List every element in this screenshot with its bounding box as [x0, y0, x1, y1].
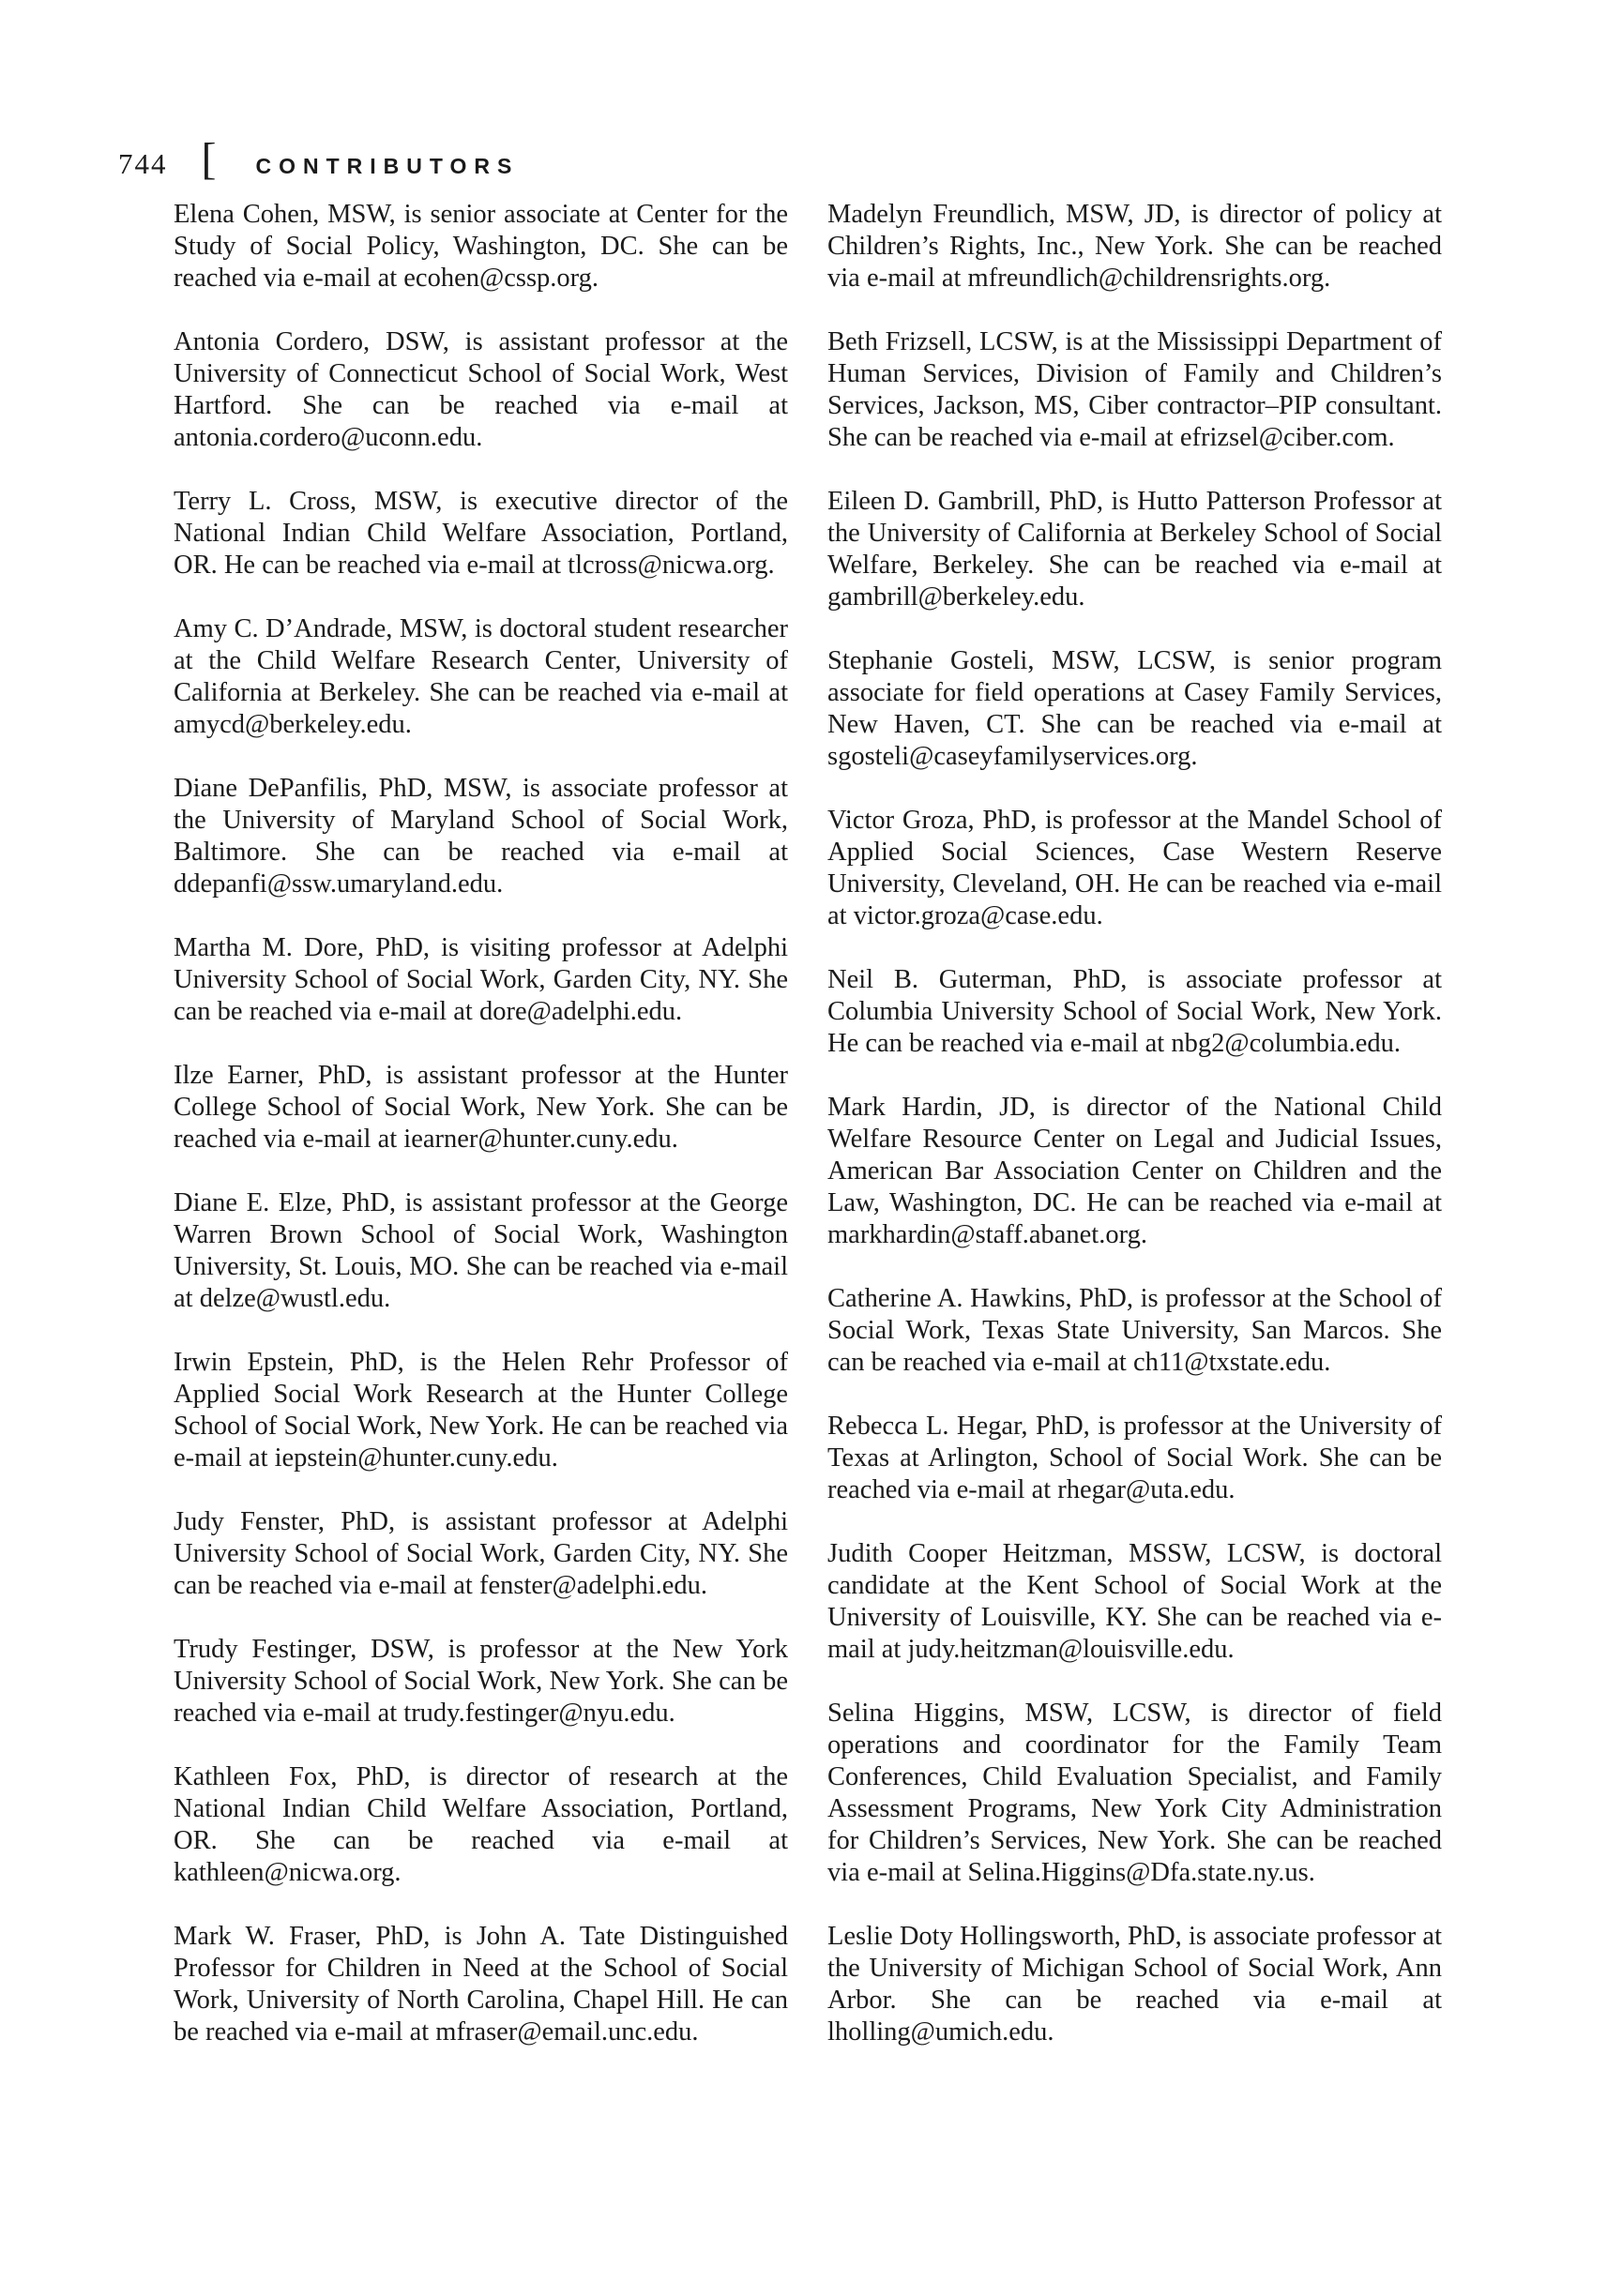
- contributor-bio: Elena Cohen, MSW, is senior associate at Center for the Study of Social Policy, Washington, DC. She can be reached via e-mail at ecohen@cssp.org.: [174, 200, 788, 293]
- contributor-bio: Madelyn Freundlich, MSW, JD, is director of policy at Children’s Rights, Inc., New York. She can be reached via e-mail at mfreundlich@childrensrights.org.: [827, 200, 1442, 293]
- contributor-bio: Diane DePanfilis, PhD, MSW, is associate professor at the University of Maryland School of Social Work, Baltimore. She can be reached via e-mail at ddepanfi@ssw.umaryland.edu.: [174, 774, 788, 899]
- contributor-bio: Beth Frizsell, LCSW, is at the Mississippi Department of Human Services, Division of Family and Children’s Services, Jackson, MS, Ciber contractor–PIP consultant. She can be reached via e-mail at efrizsel@ciber.com.: [827, 327, 1442, 452]
- contributor-bio: Judy Fenster, PhD, is assistant professor at Adelphi University School of Social Work, Garden City, NY. She can be reached via e-mail at fenster@adelphi.edu.: [174, 1507, 788, 1600]
- contributors-columns: [174, 199, 1442, 2080]
- contributor-bio: Leslie Doty Hollingsworth, PhD, is associate professor at the University of Michigan School of Social Work, Ann Arbor. She can be reached via e-mail at lholling@umich.edu.: [827, 1922, 1442, 2047]
- contributor-bio: Mark Hardin, JD, is director of the National Child Welfare Resource Center on Legal and Judicial Issues, American Bar Association Center on Children and the Law, Washington, DC. He can be reached via e-mail at markhardin@staff.abanet.org.: [827, 1093, 1442, 1249]
- contributor-bio: Victor Groza, PhD, is professor at the Mandel School of Applied Social Sciences, Case Western Reserve University, Cleveland, OH. He can be reached via e-mail at victor.groza@case.edu.: [827, 806, 1442, 930]
- page-number: 744: [118, 147, 168, 180]
- contributor-bio: Martha M. Dore, PhD, is visiting professor at Adelphi University School of Social Work, Garden City, NY. She can be reached via e-mail at dore@adelphi.edu.: [174, 933, 788, 1026]
- contributor-bio: Neil B. Guterman, PhD, is associate professor at Columbia University School of Social Work, New York. He can be reached via e-mail at nbg2@columbia.edu.: [827, 965, 1442, 1058]
- contributor-bio: Stephanie Gosteli, MSW, LCSW, is senior program associate for field operations at Casey Family Services, New Haven, CT. She can be reached via e-mail at sgosteli@caseyfamilyservices.org.: [827, 646, 1442, 771]
- contributor-bio: Irwin Epstein, PhD, is the Helen Rehr Professor of Applied Social Work Research at the Hunter College School of Social Work, New York. He can be reached via e-mail at iepstein@hunter.cuny.edu.: [174, 1348, 788, 1473]
- page-header: [118, 134, 520, 184]
- right-column: [827, 199, 1442, 2080]
- contributor-bio: Kathleen Fox, PhD, is director of research at the National Indian Child Welfare Association, Portland, OR. She can be reached via e-mail at kathleen@nicwa.org.: [174, 1762, 788, 1887]
- section-title: CONTRIBUTORS: [255, 154, 520, 178]
- contributor-bio: Ilze Earner, PhD, is assistant professor at the Hunter College School of Social Work, New York. She can be reached via e-mail at iearner@hunter.cuny.edu.: [174, 1061, 788, 1154]
- contributor-bio: Catherine A. Hawkins, PhD, is professor at the School of Social Work, Texas State University, San Marcos. She can be reached via e-mail at ch11@txstate.edu.: [827, 1284, 1442, 1377]
- bracket-icon: [: [201, 134, 217, 184]
- contributor-bio: Terry L. Cross, MSW, is executive director of the National Indian Child Welfare Association, Portland, OR. He can be reached via e-mail at tlcross@nicwa.org.: [174, 487, 788, 580]
- contributor-bio: Rebecca L. Hegar, PhD, is professor at the University of Texas at Arlington, School of Social Work. She can be reached via e-mail at rhegar@uta.edu.: [827, 1412, 1442, 1504]
- contributor-bio: Judith Cooper Heitzman, MSSW, LCSW, is doctoral candidate at the Kent School of Social Work at the University of Louisville, KY. She can be reached via e-mail at judy.heitzman@louisville.edu.: [827, 1539, 1442, 1664]
- contributor-bio: Trudy Festinger, DSW, is professor at the New York University School of Social Work, New York. She can be reached via e-mail at trudy.festinger@nyu.edu.: [174, 1635, 788, 1728]
- contributor-bio: Eileen D. Gambrill, PhD, is Hutto Patterson Professor at the University of California at Berkeley School of Social Welfare, Berkeley. She can be reached via e-mail at gambrill@berkeley.edu.: [827, 487, 1442, 612]
- contributor-bio: Diane E. Elze, PhD, is assistant professor at the George Warren Brown School of Social Work, Washington University, St. Louis, MO. She can be reached via e-mail at delze@wustl.edu.: [174, 1188, 788, 1313]
- left-column: [174, 199, 788, 2080]
- contributor-bio: Mark W. Fraser, PhD, is John A. Tate Distinguished Professor for Children in Need at the School of Social Work, University of North Carolina, Chapel Hill. He can be reached via e-mail at mfraser@email.unc.edu.: [174, 1922, 788, 2047]
- contributor-bio: Selina Higgins, MSW, LCSW, is director of field operations and coordinator for the Family Team Conferences, Child Evaluation Specialist, and Family Assessment Programs, New York City Administration for Children’s Services, New York. She can be reached via e-mail at Selina.Higgins@Dfa.state.ny.us.: [827, 1699, 1442, 1887]
- contributor-bio: Antonia Cordero, DSW, is assistant professor at the University of Connecticut School of Social Work, West Hartford. She can be reached via e-mail at antonia.cordero@uconn.edu.: [174, 327, 788, 452]
- contributor-bio: Amy C. D’Andrade, MSW, is doctoral student researcher at the Child Welfare Research Center, University of California at Berkeley. She can be reached via e-mail at amycd@berkeley.edu.: [174, 614, 788, 739]
